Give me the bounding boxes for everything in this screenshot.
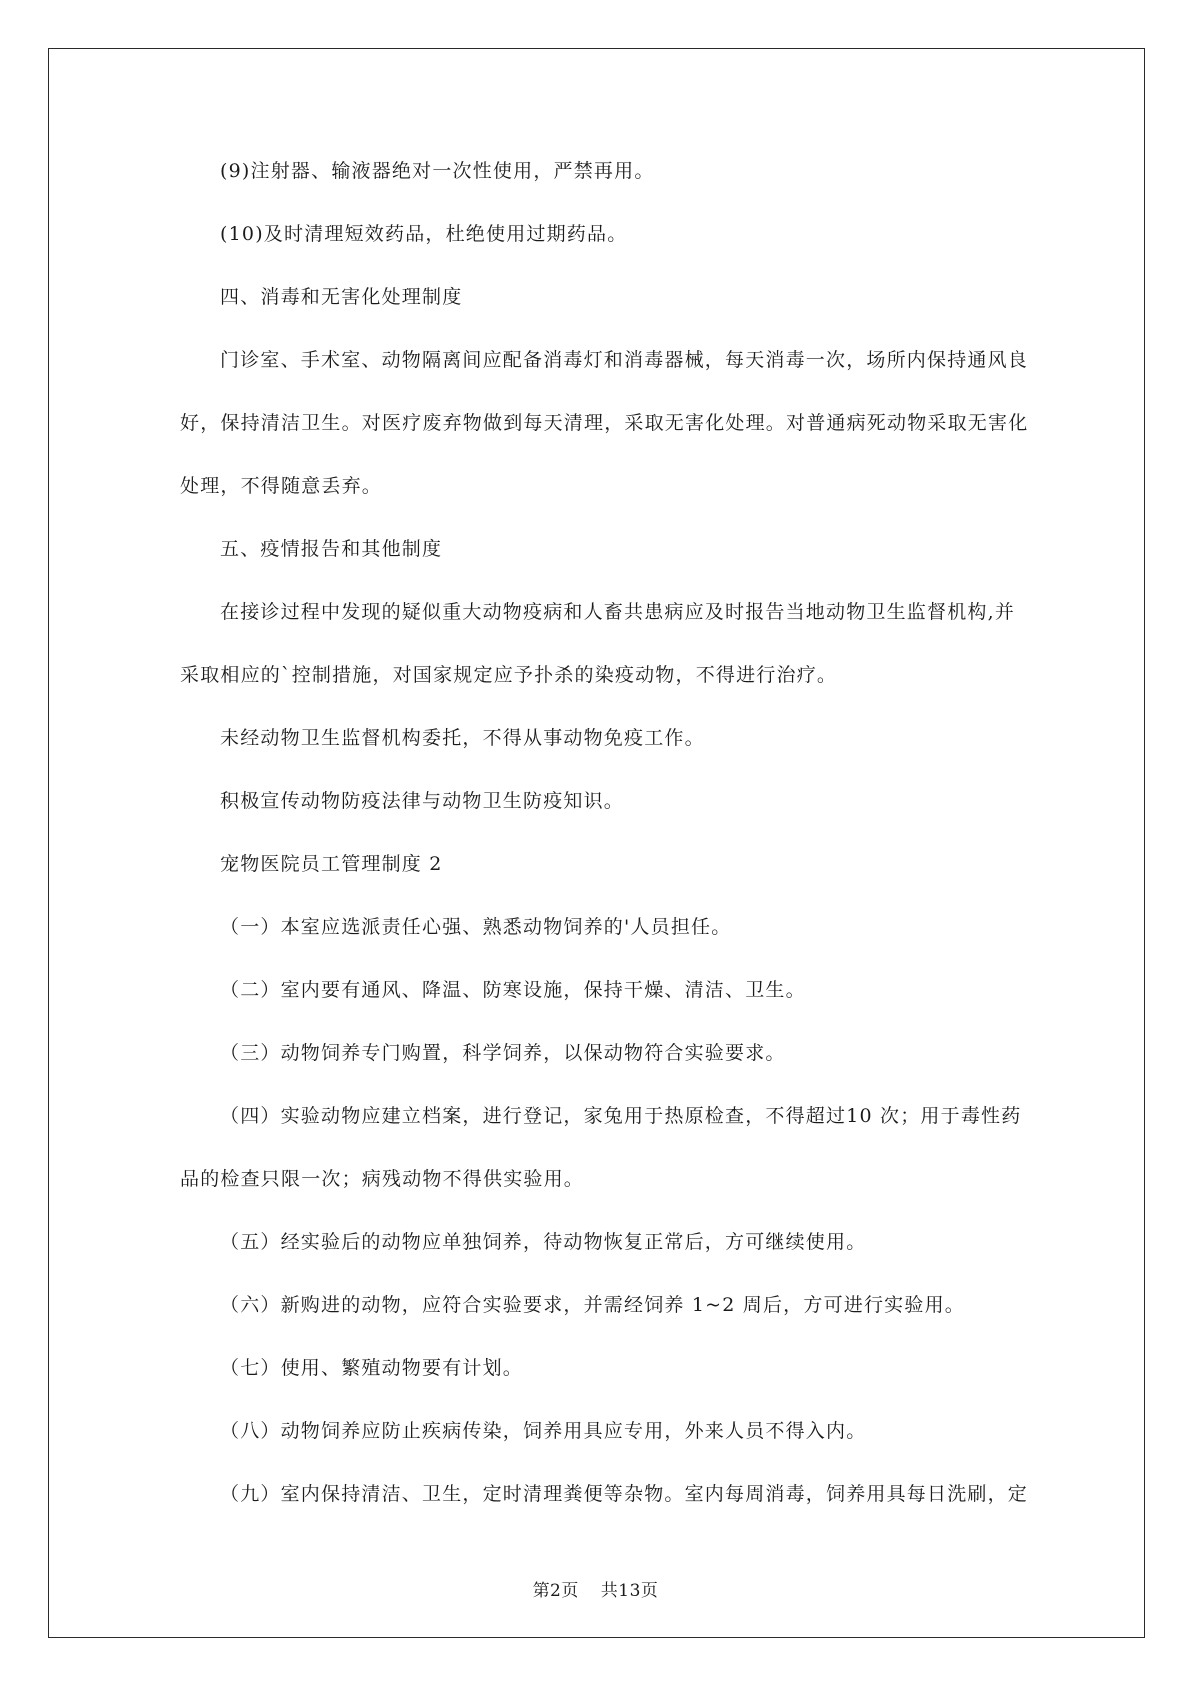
document-body: [180, 140, 1029, 1526]
section-heading: 五、疫情报告和其他制度: [220, 538, 443, 560]
paragraph-line: （四）实验动物应建立档案，进行登记，家兔用于热原检查，不得超过10 次；用于毒性药: [220, 1105, 1022, 1127]
document-subtitle: 宠物医院员工管理制度 2: [220, 853, 443, 875]
paragraph-line: （二）室内要有通风、降温、防寒设施，保持干燥、清洁、卫生。: [220, 979, 806, 1001]
paragraph-line: 处理，不得随意丢弃。: [180, 475, 383, 497]
paragraph-line: （六）新购进的动物，应符合实验要求，并需经饲养 1~2 周后，方可进行实验用。: [220, 1294, 965, 1316]
paragraph-line: （五）经实验后的动物应单独饲养，待动物恢复正常后，方可继续使用。: [220, 1231, 867, 1253]
paragraph-line: 未经动物卫生监督机构委托，不得从事动物免疫工作。: [220, 727, 705, 749]
paragraph-line: 好，保持清洁卫生。对医疗废弃物做到每天清理，采取无害化处理。对普通病死动物采取无害化: [180, 412, 1029, 434]
paragraph-line: （七）使用、繁殖动物要有计划。: [220, 1357, 524, 1379]
paragraph-line: (9)注射器、输液器绝对一次性使用，严禁再用。: [220, 160, 655, 182]
page-total: 共13页: [600, 1581, 659, 1601]
paragraph-line: 采取相应的`控制措施，对国家规定应予扑杀的染疫动物，不得进行治疗。: [180, 664, 838, 686]
page-number: 第2页: [532, 1581, 579, 1601]
paragraph-line: (10)及时清理短效药品，杜绝使用过期药品。: [220, 223, 628, 245]
paragraph-line: 在接诊过程中发现的疑似重大动物疫病和人畜共患病应及时报告当地动物卫生监督机构,并: [220, 601, 1016, 623]
paragraph-line: （三）动物饲养专门购置，科学饲养，以保动物符合实验要求。: [220, 1042, 786, 1064]
paragraph-line: 门诊室、手术室、动物隔离间应配备消毒灯和消毒器械，每天消毒一次，场所内保持通风良: [220, 349, 1029, 371]
page-footer: [0, 1576, 1191, 1601]
paragraph-line: （八）动物饲养应防止疾病传染，饲养用具应专用，外来人员不得入内。: [220, 1420, 867, 1442]
paragraph-line: 积极宣传动物防疫法律与动物卫生防疫知识。: [220, 790, 625, 812]
paragraph-line: （九）室内保持清洁、卫生，定时清理粪便等杂物。室内每周消毒，饲养用具每日洗刷，定: [220, 1483, 1029, 1505]
section-heading: 四、消毒和无害化处理制度: [220, 286, 463, 308]
paragraph-line: 品的检查只限一次；病残动物不得供实验用。: [180, 1168, 585, 1190]
paragraph-line: （一）本室应选派责任心强、熟悉动物饲养的'人员担任。: [220, 916, 732, 938]
